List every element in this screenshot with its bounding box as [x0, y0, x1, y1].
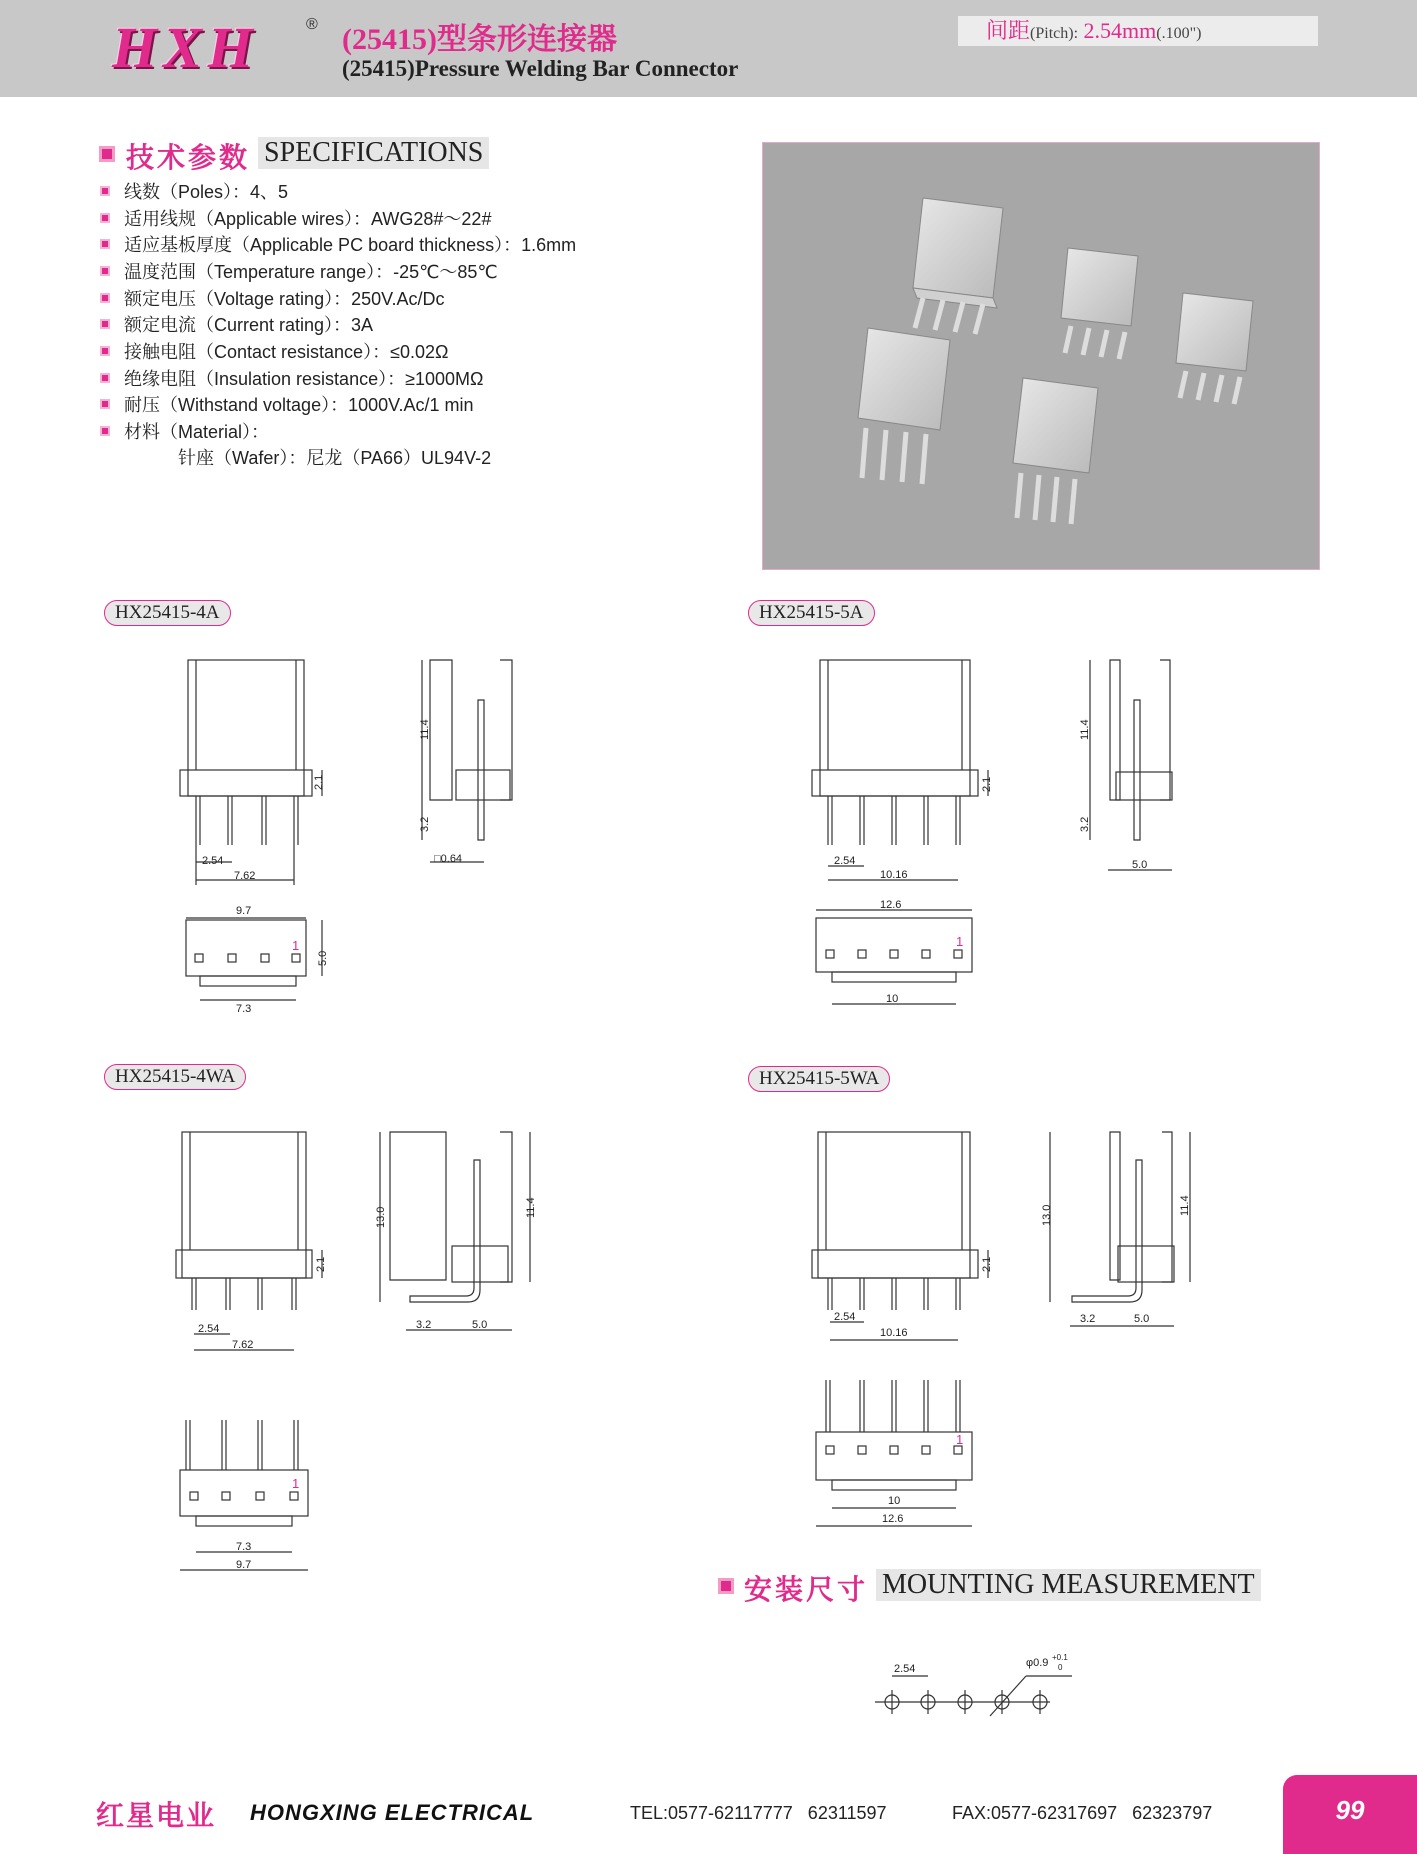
dim-label: 10	[886, 993, 899, 1005]
drawing-4a-side	[422, 660, 512, 862]
mounting-heading-cn: 安装尺寸	[744, 1574, 869, 1605]
dim-label: 2.1	[981, 1256, 993, 1272]
title-chinese: (25415)型条形连接器	[342, 23, 617, 56]
registered-mark: ®	[306, 16, 318, 33]
model-label-5a: HX25415-5A	[748, 600, 875, 626]
dim-label: 13.0	[375, 1206, 387, 1228]
footer-company-cn: 红星电业	[96, 1800, 217, 1831]
pitch-label: 间距	[986, 18, 1031, 43]
dim-label: 2.54	[834, 1311, 856, 1323]
dim-label: 5.0	[317, 950, 329, 966]
dim-label: 2.54	[202, 855, 224, 867]
dim-label: 10.16	[880, 869, 908, 881]
dim-label: 10	[888, 1495, 901, 1507]
dim-label: 11.4	[1079, 719, 1091, 740]
dim-label: 13.0	[1041, 1204, 1053, 1226]
drawing-4wa-front	[176, 1132, 322, 1350]
section-bullet	[718, 1578, 734, 1594]
pitch-label-en: (Pitch):	[1030, 25, 1079, 42]
spec-material-detail: 针座（Wafer）：尼龙（PA66）UL94V-2	[178, 448, 492, 468]
dim-label: 3.2	[419, 816, 431, 832]
dim-label: 5.0	[472, 1319, 488, 1331]
spec-item: 绝缘电阻（Insulation resistance）：≥1000MΩ	[100, 367, 483, 391]
spec-item: 额定电压（Voltage rating）：250V.Ac/Dc	[100, 287, 444, 311]
dim-label: 12.6	[882, 1513, 904, 1525]
dim-label: 3.2	[1079, 816, 1091, 832]
dim-label: 11.4	[1179, 1195, 1191, 1216]
dim-label: 7.3	[236, 1003, 252, 1015]
spec-item: 温度范围（Temperature range）：-25℃～85℃	[100, 260, 498, 284]
drawing-5wa-front	[812, 1132, 988, 1340]
drawing-4a-top	[186, 918, 322, 1000]
dim-label: 2.1	[315, 1256, 327, 1272]
dim-label: 7.62	[232, 1339, 254, 1351]
dim-label: 2.54	[198, 1323, 220, 1335]
drawing-4wa-side	[380, 1132, 530, 1330]
mounting-heading-en: MOUNTING MEASUREMENT	[876, 1569, 1261, 1601]
drawing-5a-side	[1090, 660, 1172, 870]
dim-label: 5.0	[1132, 859, 1148, 871]
dim-label: 12.6	[880, 899, 902, 911]
spec-item: 适应基板厚度（Applicable PC board thickness）：1.6mm	[100, 233, 576, 257]
pitch-inch: (.100")	[1156, 25, 1202, 42]
dim-label: 9.7	[236, 905, 252, 917]
dim-label: 11.4	[419, 719, 431, 740]
footer-company-en: HONGXING ELECTRICAL	[250, 1800, 535, 1825]
drawing-5a-top	[816, 910, 972, 1004]
pin1-marker: 1	[956, 1432, 964, 1447]
dim-label: 2.1	[313, 774, 325, 790]
dim-label: 3.2	[1080, 1313, 1096, 1325]
dim-label: □0.64	[434, 853, 463, 865]
drawing-5a-front	[812, 660, 988, 880]
dim-label: 10.16	[880, 1327, 908, 1339]
model-label-5wa: HX25415-5WA	[748, 1066, 890, 1092]
dim-label: +0.1	[1052, 1653, 1068, 1662]
pitch-value: 2.54mm	[1083, 18, 1157, 43]
dim-label: 2.1	[981, 776, 993, 792]
pin1-marker: 1	[292, 1476, 300, 1491]
dim-label: 7.3	[236, 1541, 252, 1553]
pin1-marker: 1	[956, 934, 964, 949]
footer-fax: FAX:0577-62317697 62323797	[952, 1803, 1213, 1823]
title-english: (25415)Pressure Welding Bar Connector	[342, 56, 739, 81]
spec-item: 材料（Material）：	[100, 420, 269, 444]
dim-label: 2.54	[834, 855, 856, 867]
spec-heading-cn: 技术参数	[126, 142, 251, 173]
spec-heading-en: SPECIFICATIONS	[258, 137, 489, 169]
spec-item: 接触电阻（Contact resistance）：≤0.02Ω	[100, 340, 448, 364]
dim-label: φ0.9	[1026, 1657, 1049, 1669]
page-number: 99	[1335, 1795, 1365, 1825]
spec-item: 适用线规（Applicable wires）：AWG28#～22#	[100, 207, 491, 231]
spec-item: 线数（Poles）：4、5	[100, 180, 288, 204]
spec-item: 额定电流（Current rating）：3A	[100, 313, 373, 337]
model-label-4a: HX25415-4A	[104, 600, 231, 626]
pin1-marker: 1	[292, 938, 300, 953]
dim-label: 2.54	[894, 1663, 916, 1675]
company-logo: HXH	[112, 15, 259, 80]
drawing-5wa-side	[1050, 1132, 1190, 1326]
dim-label: 0	[1058, 1663, 1063, 1672]
model-label-4wa: HX25415-4WA	[104, 1064, 246, 1090]
mounting-diagram	[875, 1676, 1072, 1716]
dim-label: 3.2	[416, 1319, 432, 1331]
dim-label: 5.0	[1134, 1313, 1150, 1325]
footer-tel: TEL:0577-62117777 62311597	[630, 1803, 887, 1823]
spec-item: 耐压（Withstand voltage）：1000V.Ac/1 min	[100, 393, 474, 417]
dim-label: 9.7	[236, 1559, 252, 1571]
dim-label: 11.4	[525, 1197, 537, 1218]
dim-label: 7.62	[234, 870, 256, 882]
drawing-4a-front	[180, 660, 322, 885]
